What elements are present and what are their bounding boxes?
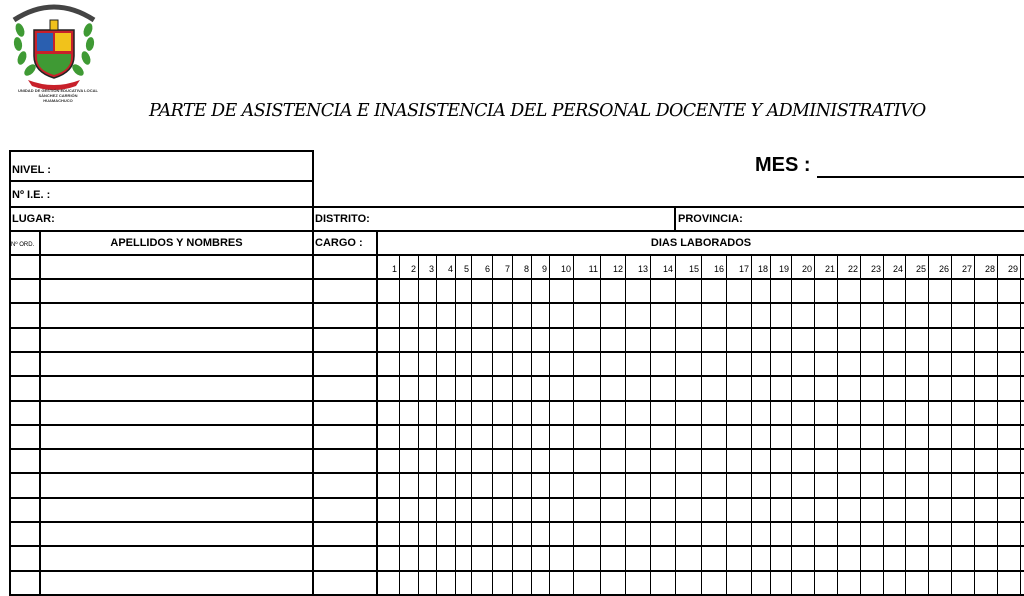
- header-divider: [9, 180, 314, 182]
- table-row: [9, 424, 1024, 426]
- day-number: 10: [560, 264, 571, 274]
- table-row: [9, 400, 1024, 402]
- day-number: 5: [463, 264, 469, 274]
- day-column-line: [436, 254, 437, 594]
- day-number: 27: [961, 264, 972, 274]
- lugar-label: LUGAR:: [12, 213, 55, 225]
- day-column-line: [399, 254, 400, 594]
- table-row: [9, 351, 1024, 353]
- day-column-line: [573, 254, 574, 594]
- cargo-header: CARGO :: [315, 237, 363, 249]
- day-column-line: [860, 254, 861, 594]
- day-column-line: [814, 254, 815, 594]
- ie-number-label: Nº I.E. :: [12, 189, 51, 201]
- table-row: [9, 375, 1024, 377]
- day-number: 28: [984, 264, 995, 274]
- distrito-label: DISTRITO:: [315, 213, 370, 225]
- day-column-line: [701, 254, 702, 594]
- names-header: APELLIDOS Y NOMBRES: [110, 237, 243, 249]
- day-column-line: [549, 254, 550, 594]
- table-row: [9, 278, 1024, 280]
- month-underline: [817, 176, 1024, 178]
- grid-col-line: [39, 230, 41, 594]
- day-number: 2: [410, 264, 416, 274]
- day-column-line: [471, 254, 472, 594]
- day-column-line: [1020, 254, 1021, 594]
- day-number: 19: [778, 264, 789, 274]
- day-number: 7: [504, 264, 510, 274]
- table-row: [9, 570, 1024, 572]
- table-row: [9, 521, 1024, 523]
- day-number: 25: [915, 264, 926, 274]
- day-number: 3: [428, 264, 434, 274]
- day-number: 26: [938, 264, 949, 274]
- provincia-label: PROVINCIA:: [678, 213, 743, 225]
- day-column-line: [751, 254, 752, 594]
- day-column-line: [600, 254, 601, 594]
- day-column-line: [675, 254, 676, 594]
- table-row: [9, 497, 1024, 499]
- table-row: [9, 545, 1024, 547]
- days-worked-header: DIAS LABORADOS: [650, 237, 752, 249]
- logo-caption-3: HUAMACHUCO: [43, 98, 73, 103]
- day-column-line: [883, 254, 884, 594]
- day-column-line: [625, 254, 626, 594]
- table-row: [9, 302, 1024, 304]
- day-column-line: [928, 254, 929, 594]
- grid-row-line: [9, 230, 1024, 232]
- table-row: [9, 448, 1024, 450]
- day-number: 23: [870, 264, 881, 274]
- day-number: 12: [612, 264, 623, 274]
- grid-col-line: [312, 206, 314, 594]
- day-number: 14: [662, 264, 673, 274]
- day-number: 29: [1007, 264, 1018, 274]
- day-column-line: [492, 254, 493, 594]
- day-column-line: [837, 254, 838, 594]
- institution-logo: [6, 0, 102, 103]
- day-number: 11: [588, 264, 598, 274]
- logo-caption-1: UNIDAD DE GESTIÓN EDUCATIVA LOCAL: [18, 88, 98, 93]
- day-column-line: [905, 254, 906, 594]
- day-column-line: [791, 254, 792, 594]
- page-title: PARTE DE ASISTENCIA E INASISTENCIA DEL PERSONAL DOCENTE Y ADMINISTRATIVO: [149, 101, 926, 121]
- day-column-line: [455, 254, 456, 594]
- day-number: 24: [892, 264, 903, 274]
- day-number: 17: [738, 264, 749, 274]
- day-number: 18: [757, 264, 768, 274]
- nivel-label: NIVEL :: [12, 164, 51, 176]
- header-box: [9, 150, 314, 208]
- day-number: 6: [484, 264, 490, 274]
- day-number: 16: [713, 264, 724, 274]
- order-number-header: Nº ORD.: [11, 242, 35, 248]
- day-column-line: [997, 254, 998, 594]
- table-row: [9, 327, 1024, 329]
- day-column-line: [974, 254, 975, 594]
- day-number: 15: [688, 264, 699, 274]
- day-number: 21: [824, 264, 835, 274]
- coat-of-arms-icon: [6, 0, 102, 90]
- day-column-line: [951, 254, 952, 594]
- day-column-line: [418, 254, 419, 594]
- grid-col-line: [376, 230, 378, 594]
- day-number: 13: [637, 264, 648, 274]
- grid-col-line: [674, 206, 676, 231]
- day-number: 8: [523, 264, 529, 274]
- day-column-line: [512, 254, 513, 594]
- day-number: 9: [541, 264, 547, 274]
- day-column-line: [770, 254, 771, 594]
- day-column-line: [531, 254, 532, 594]
- day-number: 20: [801, 264, 812, 274]
- logo-caption-2: SÁNCHEZ CARRIÓN: [38, 93, 78, 98]
- month-label: MES :: [755, 154, 811, 176]
- day-number: 1: [391, 264, 397, 274]
- day-column-line: [650, 254, 651, 594]
- grid-left-border: [9, 206, 11, 594]
- day-column-line: [726, 254, 727, 594]
- grid-top-border: [9, 206, 1024, 208]
- table-row: [9, 472, 1024, 474]
- day-number: 22: [847, 264, 858, 274]
- day-number: 4: [447, 264, 453, 274]
